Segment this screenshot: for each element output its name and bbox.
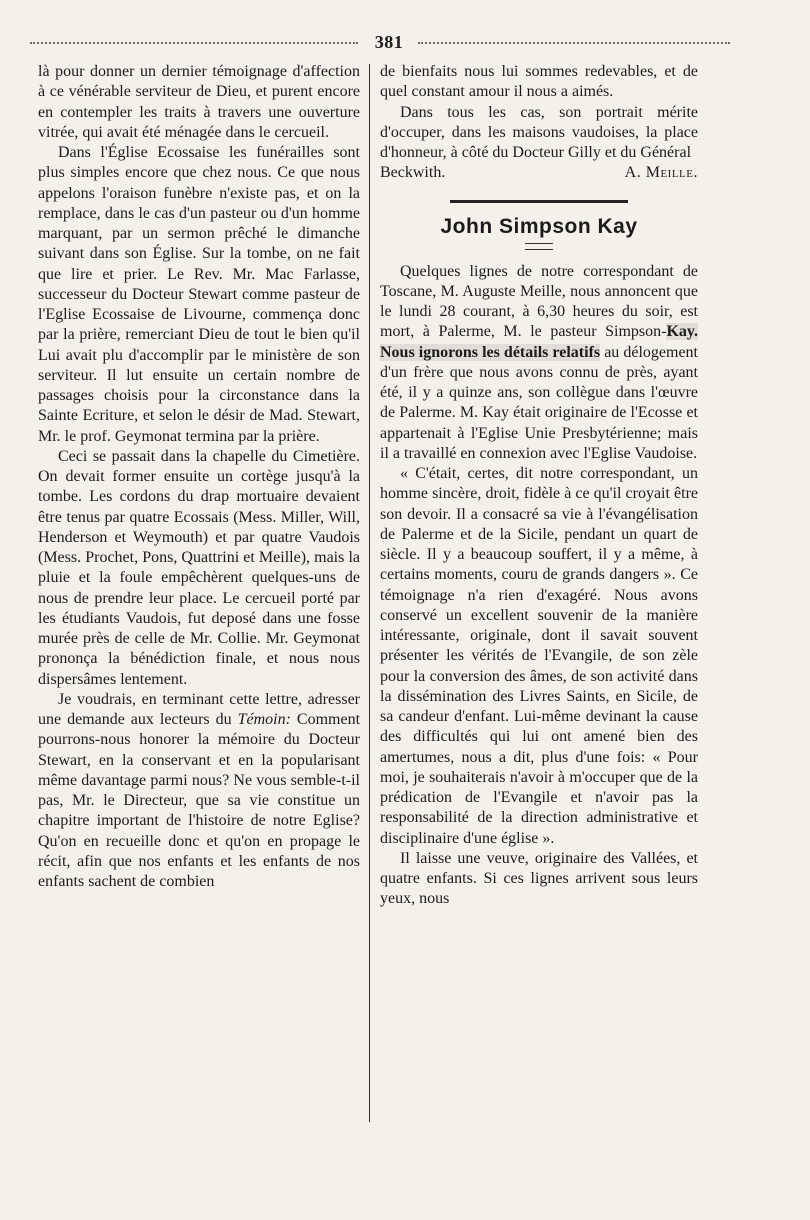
header-rule-right xyxy=(418,42,730,44)
left-column xyxy=(38,62,360,1187)
page-number: 381 xyxy=(374,32,404,52)
article-title: John Simpson Kay xyxy=(440,214,638,238)
title-underline xyxy=(525,243,553,250)
article-p1-highlight: Kay. Nous ignorons les détails relatifs xyxy=(380,323,698,361)
left-paragraph-3: Ceci se passait dans la chapelle du Cimetière. On devait former ensuite un cortège jusqu'à la tombe. Les cordons du drap mortuaire devaient être tenus par quatre Ecossais (Mess. Miller, Will, Henderson et Weymouth) et par quatre Vaudois (Mess. Prochet, Pons, Quattrini et Meille), mais la pluie et la foule empêchèrent quelques-uns de nous de prendre leur place. Le cercueil porté par les étudiants Vaudois, fut deposé dans une fosse murée près de celle de Mr. Collie. Mr. Geymonat prononça la bénédiction finale, et nous nous dispersâmes lentement. xyxy=(38,447,360,688)
article-paragraph-2: « C'était, certes, dit notre correspondant, un homme sincère, droit, fidèle à ce qu'il croyait être son devoir. Il a consacré sa vie à l'évangélisation de Palerme et de la Sicile, pendant un quart de siècle. Il y a beaucoup souffert, il y a même, à certains moments, couru de grands dangers ». Ce témoignage n'a rien d'exagéré. Nous avons conservé un excellent souvenir de la manière intéressante, originale, dont il savait souvent présenter les vérités de l'Evangile, de son zèle pour la conversion des âmes, de son activité dans la dissémination des Livres Saints, en Sicile, de sa candeur d'enfant. Lui-même devinant la cause des difficultés qui lui ont amené bien des amertumes, nous a dit, plus d'une fois: « Pour moi, je souhaiterais n'avoir à m'occuper que de la prédication de l'Evangile et n'avoir pas la responsabilité de la direction administrative et disciplinaire d'une église ». xyxy=(380,465,698,847)
article-p1-start: Quelques lignes de notre correspondant de Toscane, M. Auguste Meille, nous annoncent que le lundi 28 courant, à 6,30 heures du soir, est mort, à Palerme, M. le pasteur Simpson- xyxy=(380,262,698,341)
article-p1-end: au délogement d'un frère que nous avons connu de près, ayant été, il y a quinze ans, son collègue dans l'œuvre de Palerme. M. Kay était originaire de l'Ecosse et appartenait à l'Eglise Unie Presbytérienne; mais il a travaillé en connexion avec l'Eglise Vaudoise. xyxy=(380,343,698,462)
left-paragraph-4 xyxy=(38,690,360,893)
header-rule-left xyxy=(30,42,358,44)
column-divider xyxy=(369,64,370,1122)
article-separator xyxy=(450,200,628,203)
left-paragraph-4-intro: Je voudrais, en terminant cette lettre, adresser une demande aux lecteurs du xyxy=(38,690,360,728)
left-paragraph-2: Dans l'Église Ecossaise les funérailles sont plus simples encore que chez nous. Ce que nous appelons l'oraison funèbre n'existe pas, et on la remplace, dans le cas d'un pasteur ou d'un homme marquant, par un sermon prêché le dimanche suivant dans son Église. Sur la tombe, on ne fait que lire et prier. Le Rev. Mr. Mac Farlasse, successeur du Docteur Stewart comme pasteur de l'Eglise Ecossaise de Livourne, commença donc par la prière, remerciant Dieu de tout le bien qu'il Lui avait plu d'accomplir par le ministère de son serviteur. Il lut ensuite un certain nombre de passages choisis pour la circonstance dans la Sainte Ecriture, et selon le désir de Mad. Stewart, Mr. le prof. Geymonat termina par la prière. xyxy=(38,144,360,445)
left-paragraph-1: là pour donner un dernier témoignage d'affection à ce vénérable serviteur de Dieu, et purent encore en contempler les traits à travers une ouverture vitrée, qui avait été ménagée dans le cercueil. xyxy=(38,63,360,141)
right-column xyxy=(380,62,698,1187)
article-paragraph-1 xyxy=(380,262,698,465)
journal-name: Témoin: xyxy=(237,711,291,728)
author-signature: A. Meille. xyxy=(624,164,698,182)
left-paragraph-4-rest: Comment pourrons-nous honorer la mémoire du Docteur Stewart, en la conservant et en la popularisant même davantage parmi nous? Ne vous semble-t-il pas, Mr. le Directeur, que sa vie constitue un chapitre important de l'histoire de notre Eglise? Qu'on en recueille donc et qu'on en propage le récit, afin que nos enfants et les enfants de nos enfants sachent de combien xyxy=(38,711,360,890)
right-continuation: de bienfaits nous lui sommes redevables, et de quel constant amour il nous a aimés. xyxy=(380,63,698,101)
closing-last-word: Beckwith. xyxy=(380,164,446,182)
signature-line xyxy=(380,163,698,183)
article-paragraph-3: Il laisse une veuve, originaire des Vallées, et quatre enfants. Si ces lignes arrivent sous leurs yeux, nous xyxy=(380,849,698,908)
page-header xyxy=(30,30,782,54)
closing-paragraph: Dans tous les cas, son portrait mérite d'occuper, dans les maisons vaudoises, la place d'honneur, à côté du Docteur Gilly et du Général xyxy=(380,103,698,161)
